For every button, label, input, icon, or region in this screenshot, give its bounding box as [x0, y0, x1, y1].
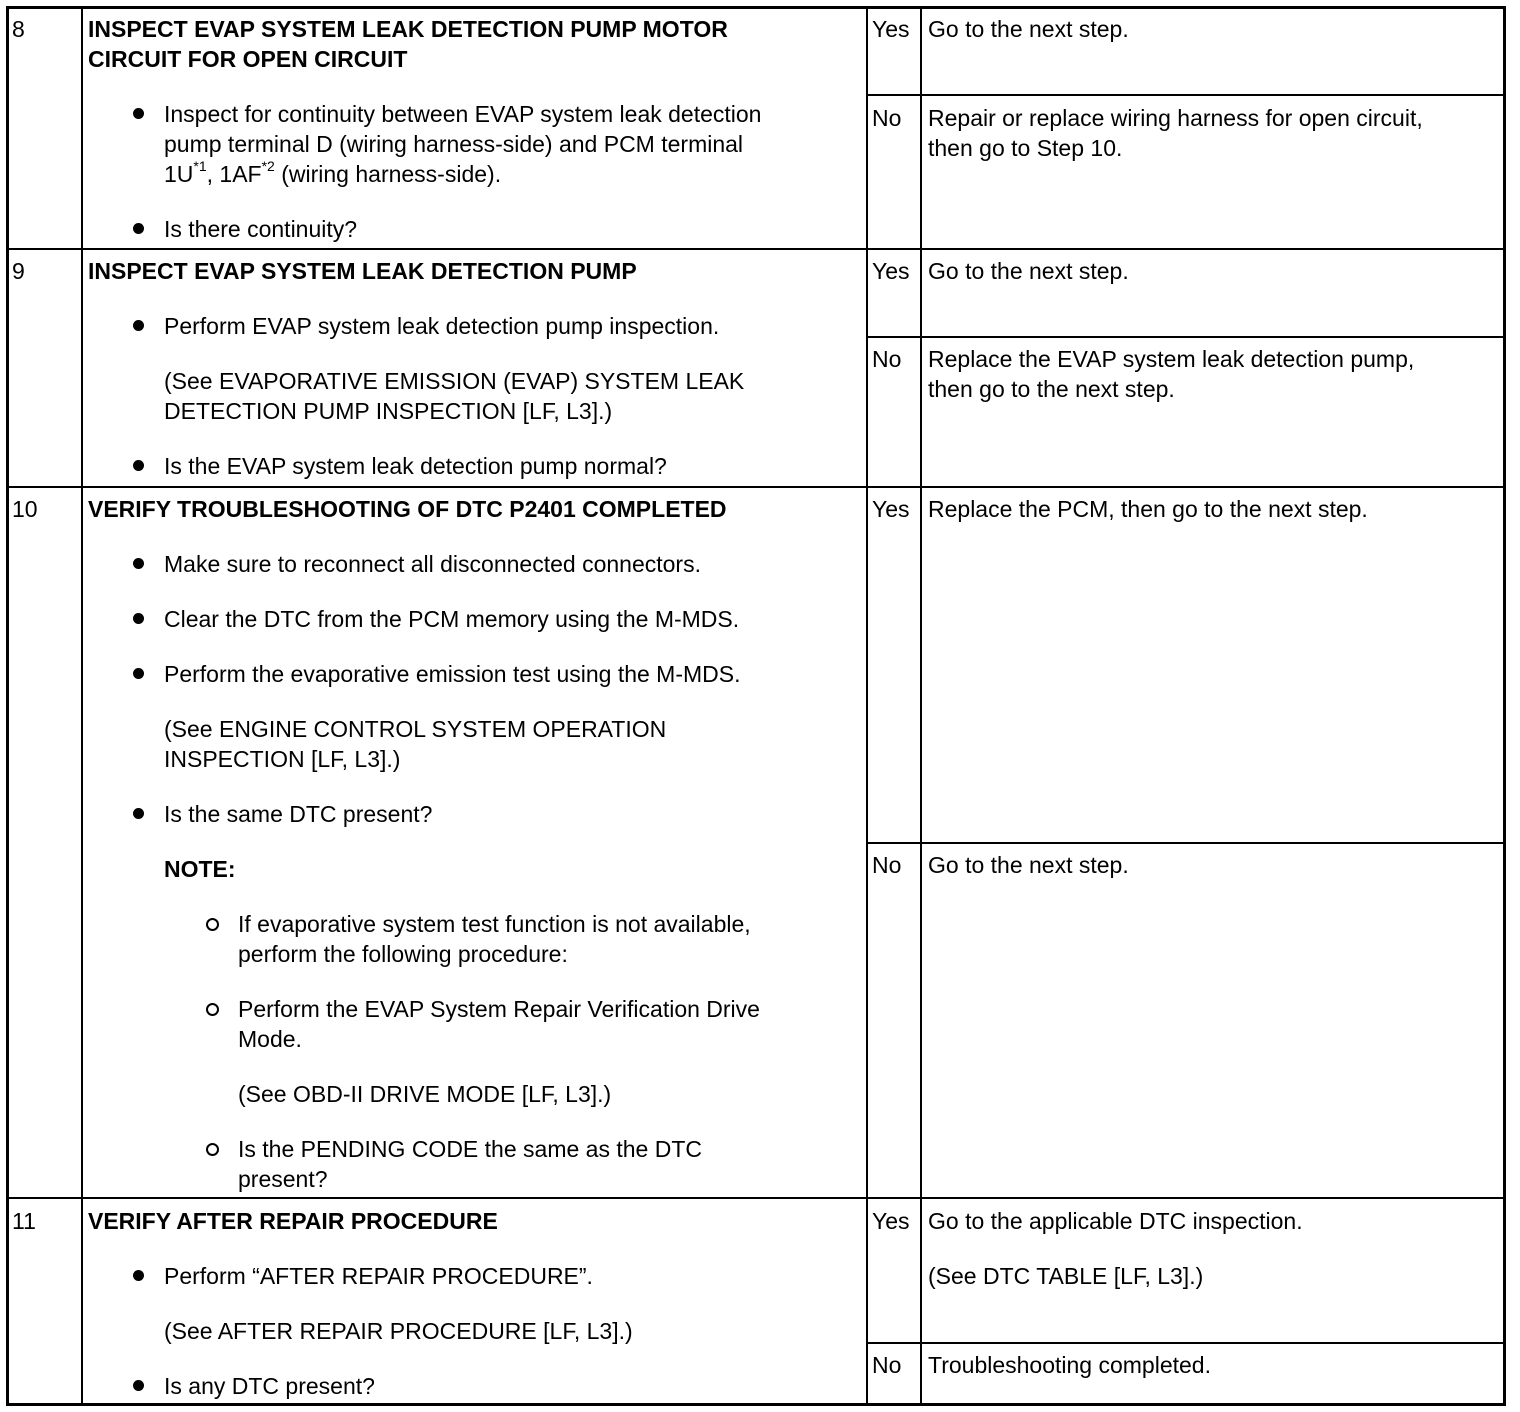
bullet-text: Perform “AFTER REPAIR PROCEDURE”. — [164, 1263, 593, 1289]
step-number: 10 — [12, 496, 38, 522]
sub-bullet-text: Perform the EVAP System Repair Verification Drive — [238, 996, 760, 1022]
bullet-icon — [133, 668, 144, 679]
bullet-text: Inspect for continuity between EVAP system leak detection — [164, 101, 762, 127]
yes-result: Go to the next step. — [928, 258, 1129, 284]
footnote-marker: *2 — [261, 158, 275, 175]
no-label: No — [872, 346, 902, 372]
note-heading: NOTE: — [164, 856, 236, 882]
yes-label: Yes — [872, 496, 910, 522]
yes-label: Yes — [872, 1208, 910, 1234]
bullet-icon — [133, 808, 144, 819]
step-title: INSPECT EVAP SYSTEM LEAK DETECTION PUMP — [88, 258, 637, 284]
bullet-text: Make sure to reconnect all disconnected connectors. — [164, 551, 701, 577]
step-number: 8 — [12, 16, 25, 42]
bullet-text: Is there continuity? — [164, 216, 358, 242]
reference-text: (See DTC TABLE [LF, L3].) — [928, 1263, 1204, 1289]
bullet-text: Is any DTC present? — [164, 1373, 375, 1399]
step-number: 11 — [12, 1208, 36, 1234]
no-result: Troubleshooting completed. — [928, 1352, 1211, 1378]
footnote-marker: *1 — [193, 158, 207, 175]
bullet-icon — [133, 613, 144, 624]
sub-bullet-text: If evaporative system test function is not available, — [238, 911, 751, 937]
no-result: then go to the next step. — [928, 376, 1175, 402]
bullet-text: Perform EVAP system leak detection pump inspection. — [164, 313, 720, 339]
bullet-icon — [133, 223, 144, 234]
sub-bullet-icon — [206, 918, 219, 931]
bullet-text: pump terminal D (wiring harness-side) and PCM terminal — [164, 131, 744, 157]
no-result: Repair or replace wiring harness for open circuit, — [928, 105, 1423, 131]
yes-result: Go to the applicable DTC inspection. — [928, 1208, 1303, 1234]
bullet-icon — [133, 108, 144, 119]
sub-bullet-icon — [206, 1003, 219, 1016]
step-title: INSPECT EVAP SYSTEM LEAK DETECTION PUMP MOTOR — [88, 16, 728, 42]
bullet-text: Is the EVAP system leak detection pump normal? — [164, 453, 667, 479]
no-label: No — [872, 852, 902, 878]
bullet-icon — [133, 460, 144, 471]
no-result: Go to the next step. — [928, 852, 1129, 878]
reference-text: (See ENGINE CONTROL SYSTEM OPERATION — [164, 716, 667, 742]
reference-text: (See AFTER REPAIR PROCEDURE [LF, L3].) — [164, 1318, 633, 1344]
yes-label: Yes — [872, 16, 910, 42]
bullet-icon — [133, 558, 144, 569]
bullet-icon — [133, 1270, 144, 1281]
step-title: CIRCUIT FOR OPEN CIRCUIT — [88, 46, 408, 72]
step-title: VERIFY AFTER REPAIR PROCEDURE — [88, 1208, 498, 1234]
bullet-icon — [133, 1380, 144, 1391]
reference-text: (See EVAPORATIVE EMISSION (EVAP) SYSTEM LEAK — [164, 368, 745, 394]
yes-no-divider — [866, 94, 1504, 96]
yes-no-divider — [866, 336, 1504, 338]
no-label: No — [872, 105, 902, 131]
step-number: 9 — [12, 258, 25, 284]
yes-result: Replace the PCM, then go to the next step. — [928, 496, 1368, 522]
bullet-text: Is the same DTC present? — [164, 801, 433, 827]
sub-bullet-text: Is the PENDING CODE the same as the DTC — [238, 1136, 702, 1162]
sub-bullet-text: Mode. — [238, 1026, 302, 1052]
yes-no-divider — [866, 1342, 1504, 1344]
sub-bullet-text: present? — [238, 1166, 328, 1192]
bullet-icon — [133, 320, 144, 331]
row-divider — [8, 486, 1504, 488]
yes-result: Go to the next step. — [928, 16, 1129, 42]
yes-label: Yes — [872, 258, 910, 284]
sub-bullet-text: perform the following procedure: — [238, 941, 568, 967]
bullet-text: Perform the evaporative emission test using the M-MDS. — [164, 661, 741, 687]
bullet-text: Clear the DTC from the PCM memory using the M-MDS. — [164, 606, 740, 632]
bullet-text: $1U^{*1}$, 1AF$^{*2}$ (wiring harness-side). — [164, 158, 502, 187]
yes-no-divider — [866, 842, 1504, 844]
row-divider — [8, 248, 1504, 250]
no-result: Replace the EVAP system leak detection pump, — [928, 346, 1415, 372]
no-result: then go to Step 10. — [928, 135, 1123, 161]
no-label: No — [872, 1352, 902, 1378]
step-title: VERIFY TROUBLESHOOTING OF DTC P2401 COMPLETED — [88, 496, 727, 522]
row-divider — [8, 1197, 1504, 1199]
reference-text: INSPECTION [LF, L3].) — [164, 746, 401, 772]
reference-text: DETECTION PUMP INSPECTION [LF, L3].) — [164, 398, 613, 424]
reference-text: (See OBD-II DRIVE MODE [LF, L3].) — [238, 1081, 612, 1107]
sub-bullet-icon — [206, 1143, 219, 1156]
